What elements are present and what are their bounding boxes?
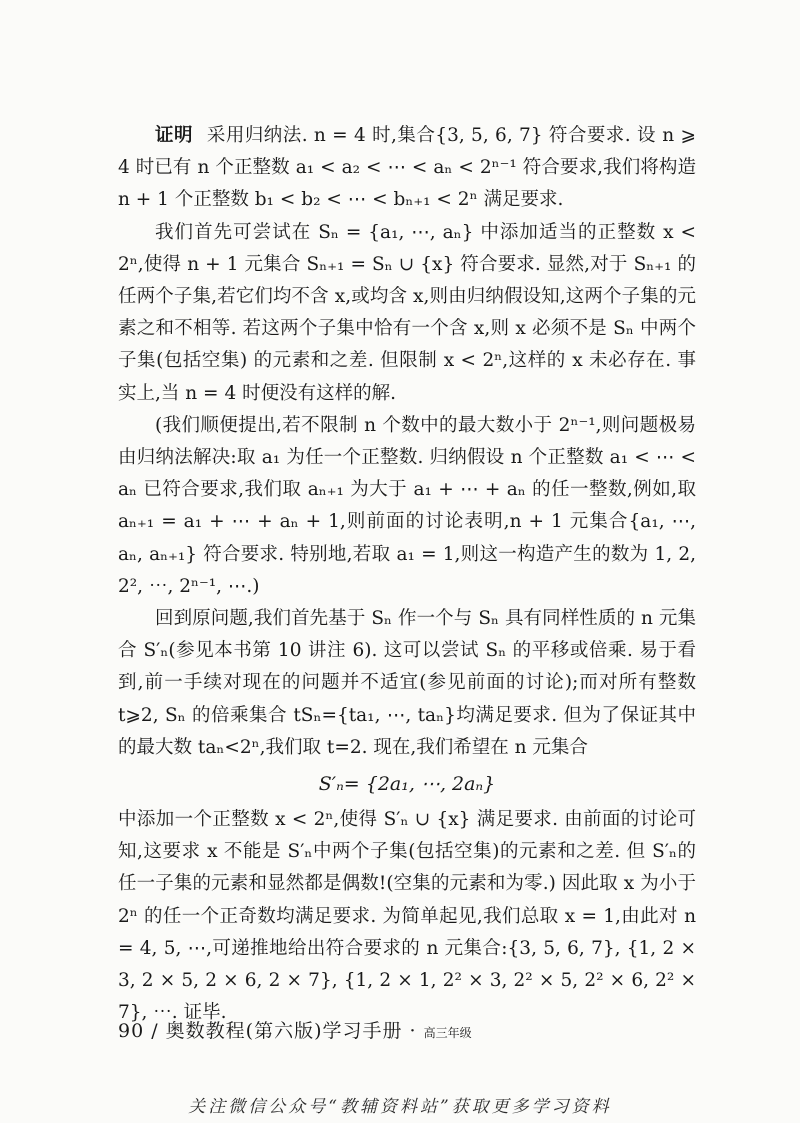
proof-text-1: 采用归纳法. n = 4 时,集合{3, 5, 6, 7} 符合要求. 设 n ⩾ 4 时已有 n 个正整数 a₁ < a₂ < ⋯ < aₙ < 2ⁿ⁻¹ 符合要求,我们将构造 n + 1 个正整数 b₁ < b₂ < ⋯ < bₙ₊₁ < 2ⁿ 满足要求. [118,125,696,211]
grade-label: 高三年级 [423,1026,472,1040]
display-formula: S′ₙ= {2a₁, ⋯, 2aₙ} [318,773,496,796]
proof-paragraph-5: 中添加一个正整数 x < 2ⁿ,使得 S′ₙ ∪ {x} 满足要求. 由前面的讨论可知,这要求 x 不能是 S′ₙ中两个子集(包括空集)的元素和之差. 但 S′ₙ的任一子集的元素和显然都是偶数!(空集的元素和为零.) 因此取 x 为小于 2ⁿ 的任一个正奇数均满足要求. 为简单起见,我们总取 x = 1,由此对 n = 4, 5, ⋯,可递推地给出符合要求的 n 元集合:{3, 5, 6, 7}, {1, 2 × 3, 2 × 5, 2 × 6, 2 × 7}, {1, 2 × 1, 2² × 3, 2² × 5, 2² × 6, 2² × 7}, ⋯. 证毕. [118,809,696,1024]
book-title: / 奥数教程(第六版)学习手册 · [151,1020,417,1042]
proof-paragraph-2: 我们首先可尝试在 Sₙ = {a₁, ⋯, aₙ} 中添加适当的正整数 x < 2ⁿ,使得 n + 1 元集合 Sₙ₊₁ = Sₙ ∪ {x} 符合要求. 显然,对于 Sₙ₊₁ 的任两个子集,若它们均不含 x,或均含 x,则由归纳假设知,这两个子集的元素之和不相等. 若这两个子集中恰有一个含 x,则 x 必须不是 Sₙ 中两个子集(包括空集) 的元素和之差. 但限制 x < 2ⁿ,这样的 x 未必存在. 事实上,当 n = 4 时便没有这样的解. [118,221,696,404]
proof-paragraph-1 [118,120,696,217]
proof-label: 证明 [155,125,193,146]
page-body [118,120,696,1029]
watermark-text: 关注微信公众号“教辅资料站”获取更多学习资料 [188,1097,612,1117]
page-number: 90 [118,1020,145,1042]
proof-paragraph-4: 回到原问题,我们首先基于 Sₙ 作一个与 Sₙ 具有同样性质的 n 元集合 S′ₙ(参见本书第 10 讲注 6). 这可以尝试 Sₙ 的平移或倍乘. 易于看到,前一手续对现在的问题并不适宜(参见前面的讨论);而对所有整数 t⩾2, Sₙ 的倍乘集合 tSₙ={ta₁, ⋯, taₙ}均满足要求. 但为了保证其中的最大数 taₙ<2ⁿ,我们取 t=2. 现在,我们希望在 n 元集合 [118,608,696,758]
page-footer [118,1016,472,1043]
proof-paragraph-3: (我们顺便提出,若不限制 n 个数中的最大数小于 2ⁿ⁻¹,则问题极易由归纳法解决:取 a₁ 为任一个正整数. 归纳假设 n 个正整数 a₁ < ⋯ < aₙ 已符合要求,我们取 aₙ₊₁ 为大于 a₁ + ⋯ + aₙ 的任一整数,例如,取 aₙ₊₁ = a₁ + ⋯ + aₙ + 1,则前面的讨论表明,n + 1 元集合{a₁, ⋯, aₙ, aₙ₊₁} 符合要求. 特别地,若取 a₁ = 1,则这一构造产生的数为 1, 2, 2², ⋯, 2ⁿ⁻¹, ⋯.) [118,414,696,597]
